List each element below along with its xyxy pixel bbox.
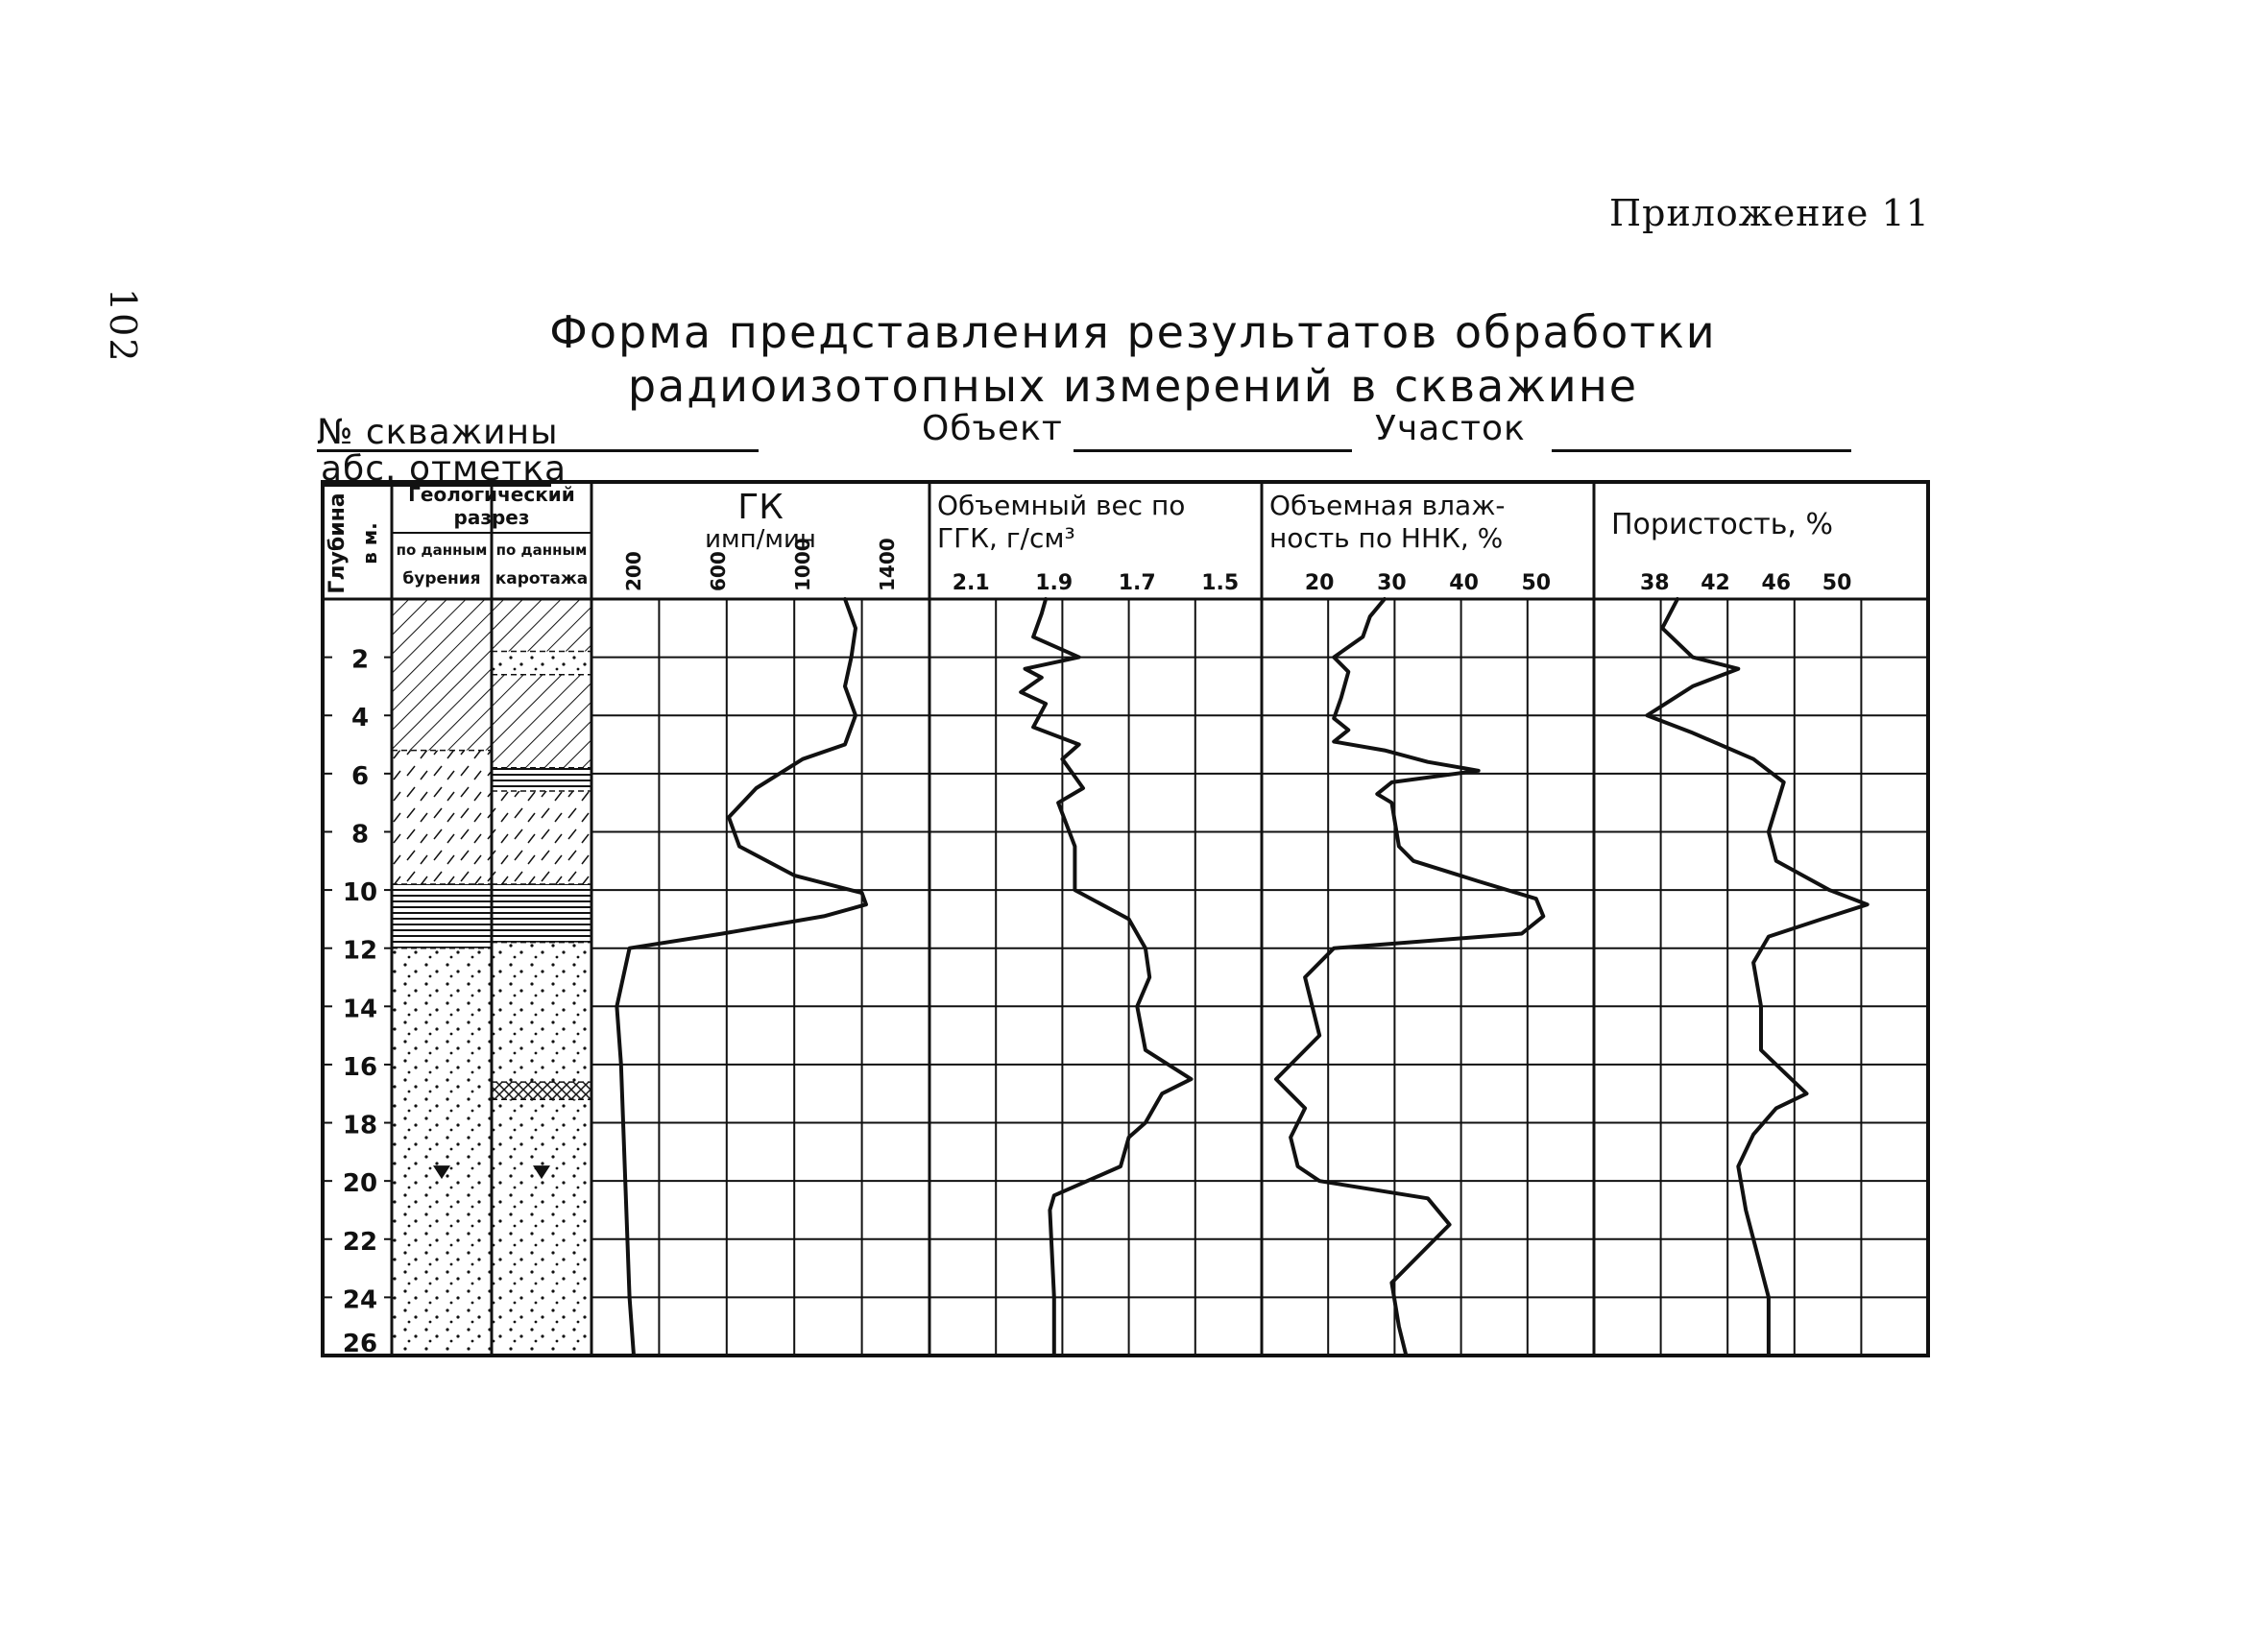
depth-tick-label: 20	[342, 1169, 378, 1199]
page-number: 102	[102, 288, 144, 364]
track-tick-label: 20	[1304, 571, 1335, 595]
lith-logging-dots	[492, 943, 591, 1082]
lith-drilling-hatch	[392, 599, 492, 751]
track-tick-label: 200	[622, 551, 645, 591]
title-line-2: радиоизотопных измерений в скважине	[627, 360, 1639, 412]
track-title: Объемный вес по	[937, 490, 1186, 521]
geo-drilling-label: по данным	[396, 541, 488, 559]
track-tick-label: 30	[1377, 571, 1407, 595]
depth-unit-label: в м.	[358, 522, 381, 564]
track-tick-label: 1.5	[1201, 571, 1240, 595]
depth-tick-label: 18	[342, 1111, 378, 1140]
appendix-label: Приложение 11	[1609, 192, 1930, 234]
track-title: Объемная влаж-	[1269, 490, 1506, 521]
depth-tick-label: 26	[342, 1330, 378, 1358]
curve-ggk	[1021, 599, 1191, 1356]
depth-tick-label: 2	[350, 645, 370, 675]
lith-logging-hatch	[492, 675, 591, 768]
curve-gk	[616, 599, 866, 1356]
track-tick-label: 38	[1639, 571, 1670, 595]
depth-tick-label: 6	[350, 761, 370, 791]
lith-logging-cross	[492, 1082, 591, 1099]
depth-tick-label: 24	[342, 1285, 378, 1315]
track-subtitle: имп/мин	[705, 525, 816, 554]
depth-header-label: Глубина	[326, 492, 350, 594]
lith-drilling-dots	[392, 948, 492, 1356]
track-subtitle: ность по ННК, %	[1269, 522, 1504, 554]
track-tick-label: 1.7	[1118, 571, 1156, 595]
track-tick-label: 1400	[876, 538, 899, 591]
geo-drilling-label: бурения	[402, 569, 481, 588]
elevation-label: абс. отметка	[321, 449, 567, 489]
lith-logging-dots	[492, 1099, 591, 1356]
depth-tick-label: 10	[342, 878, 378, 908]
well-label: № скважины	[317, 413, 559, 452]
depth-tick-label: 8	[350, 820, 370, 850]
geo-header-label: разрез	[453, 506, 530, 529]
lith-logging-dots	[492, 652, 591, 675]
object-label: Объект	[922, 409, 1063, 448]
track-tick-label: 600	[707, 551, 730, 591]
track-tick-label: 1.9	[1035, 571, 1074, 595]
track-tick-label: 42	[1701, 571, 1730, 595]
depth-tick-label: 4	[350, 704, 370, 733]
geo-logging-label: по данным	[495, 541, 588, 559]
track-tick-label: 2.1	[952, 571, 990, 595]
track-tick-label: 50	[1822, 571, 1852, 595]
title-line-1: Форма представления результатов обработки	[549, 306, 1717, 358]
lith-drilling-dash	[392, 751, 492, 884]
geo-logging-label: каротажа	[495, 569, 589, 588]
lith-logging-lines	[492, 884, 591, 943]
curve-nnk	[1276, 599, 1543, 1356]
lith-drilling-lines	[392, 884, 492, 948]
lith-logging-lines	[492, 768, 591, 791]
track-tick-label: 40	[1449, 571, 1479, 595]
depth-tick-label: 16	[342, 1052, 378, 1082]
track-subtitle: ГГК, г/см³	[937, 522, 1075, 554]
track-tick-label: 46	[1761, 571, 1792, 595]
geo-header-label: Геологический	[408, 483, 575, 506]
depth-tick-label: 14	[342, 995, 378, 1024]
track-title: ГК	[737, 488, 784, 527]
site-label: Участок	[1375, 409, 1526, 448]
curve-porosity	[1647, 599, 1867, 1356]
depth-tick-label: 12	[342, 936, 378, 966]
track-tick-label: 1000	[791, 538, 814, 591]
depth-tick-label: 22	[342, 1227, 378, 1257]
lith-logging-dash	[492, 791, 591, 884]
track-title: Пористость, %	[1611, 508, 1834, 541]
track-tick-label: 50	[1521, 571, 1552, 595]
lith-logging-hatch	[492, 599, 591, 652]
